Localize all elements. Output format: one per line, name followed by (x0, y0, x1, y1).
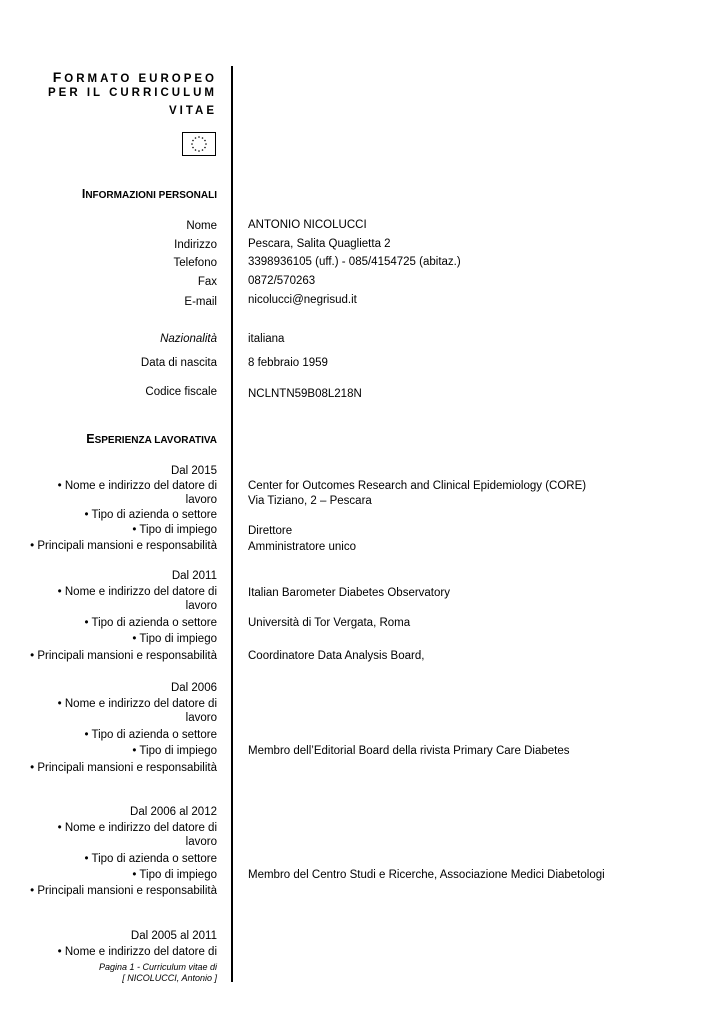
label-duties: • Principali mansioni e responsabilità (30, 762, 217, 774)
label-employer: • Nome e indirizzo del datore di (57, 698, 217, 710)
value-job-2: Amministratore unico (248, 541, 357, 553)
page-footer-line-1: Pagina 1 - Curriculum vitae di (98, 962, 217, 972)
value-telefono: 3398936105 (uff.) - 085/4154725 (abitaz.) (248, 256, 461, 268)
column-divider (231, 66, 233, 982)
label-employer: • Nome e indirizzo del datore di (57, 822, 217, 834)
value-job: Membro del Centro Studi e Ricerche, Associazione Medici Diabetologi (248, 869, 605, 881)
label-job: • Tipo di impiego (132, 745, 217, 757)
cv-title-line-1 (53, 69, 217, 85)
value-data-nascita: 8 febbraio 1959 (248, 357, 328, 369)
label-fax: Fax (197, 276, 217, 288)
label-duties: • Principali mansioni e responsabilità (30, 650, 217, 662)
heading-rest: SPERIENZA LAVORATIVA (94, 435, 217, 446)
label-employer-cont: lavoro (185, 600, 217, 612)
label-employer: • Nome e indirizzo del datore di (57, 946, 217, 958)
label-nome: Nome (186, 220, 217, 232)
label-sector: • Tipo di azienda o settore (84, 509, 217, 521)
section-personal-info-heading (82, 187, 217, 201)
value-codice-fiscale: NCLNTN59B08L218N (248, 388, 362, 400)
label-data-nascita: Data di nascita (140, 357, 217, 369)
label-job: • Tipo di impiego (132, 524, 217, 536)
value-nome: ANTONIO NICOLUCCI (248, 219, 367, 231)
value-indirizzo: Pescara, Salita Quaglietta 2 (248, 238, 391, 250)
label-sector: • Tipo di azienda o settore (84, 729, 217, 741)
label-nazionalita: Nazionalità (160, 333, 217, 345)
eu-stars-icon (183, 133, 215, 155)
label-sector: • Tipo di azienda o settore (84, 617, 217, 629)
value-sector: Università di Tor Vergata, Roma (248, 617, 411, 629)
label-sector: • Tipo di azienda o settore (84, 853, 217, 865)
label-employer-cont: lavoro (185, 836, 217, 848)
heading-initial: E (86, 432, 95, 446)
label-telefono: Telefono (173, 257, 217, 269)
label-employer: • Nome e indirizzo del datore di (57, 480, 217, 492)
page-footer-line-2: [ NICOLUCCI, Antonio ] (122, 973, 217, 983)
cv-title-rest: ORMATO EUROPEO (64, 73, 217, 85)
value-job: Membro dell’Editorial Board della rivista Primary Care Diabetes (248, 745, 570, 757)
label-employer-cont: lavoro (185, 494, 217, 506)
label-employer-cont: lavoro (185, 712, 217, 724)
period-2006-2012: Dal 2006 al 2012 (130, 806, 217, 818)
heading-initial: I (81, 187, 86, 201)
label-employer: • Nome e indirizzo del datore di (57, 586, 217, 598)
value-employer-1: Center for Outcomes Research and Clinical Epidemiology (CORE) (248, 480, 587, 492)
section-experience-heading (86, 432, 217, 446)
label-duties: • Principali mansioni e responsabilità (30, 540, 217, 552)
label-duties: • Principali mansioni e responsabilità (30, 885, 217, 897)
label-job: • Tipo di impiego (132, 633, 217, 645)
period-2011: Dal 2011 (171, 570, 217, 582)
period-2006: Dal 2006 (170, 682, 217, 694)
value-email: nicolucci@negrisud.it (248, 294, 357, 306)
value-duties: Coordinatore Data Analysis Board, (248, 650, 425, 662)
label-job: • Tipo di impiego (132, 869, 217, 881)
value-fax: 0872/570263 (248, 275, 316, 287)
value-job-1: Direttore (248, 525, 293, 537)
value-nazionalita: italiana (248, 333, 285, 345)
period-2015: Dal 2015 (170, 465, 217, 477)
cv-title-line-3: VITAE (168, 105, 217, 117)
cv-title-initial: F (52, 69, 65, 85)
period-2005-2011: Dal 2005 al 2011 (130, 930, 217, 942)
label-email: E-mail (184, 296, 217, 308)
heading-rest: NFORMAZIONI PERSONALI (85, 190, 217, 201)
label-codice-fiscale: Codice fiscale (145, 386, 217, 398)
label-indirizzo: Indirizzo (174, 239, 217, 251)
cv-title-line-2: PER IL CURRICULUM (48, 87, 217, 99)
eu-flag-icon (182, 132, 216, 156)
value-employer-2: Via Tiziano, 2 – Pescara (248, 495, 372, 507)
value-employer: Italian Barometer Diabetes Observatory (248, 587, 450, 599)
